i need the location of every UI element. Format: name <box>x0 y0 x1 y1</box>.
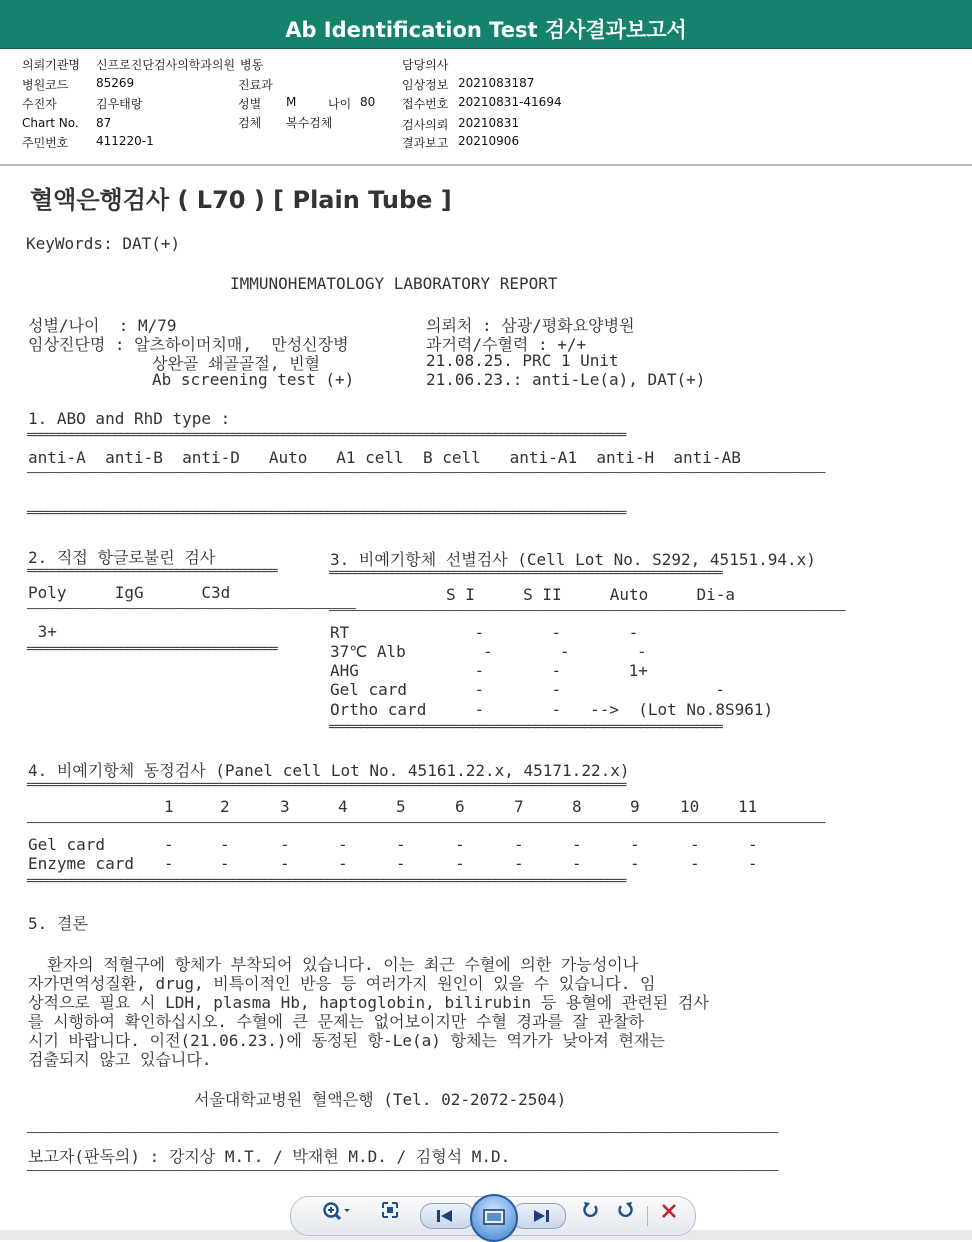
rule-single: ────────────────────────────────────────────────────────────────── <box>329 604 846 619</box>
conclusion-line: 검출되지 않고 있습니다. <box>28 1050 212 1069</box>
panel-cell: - <box>690 835 700 854</box>
panel-col-header: 7 <box>514 797 524 816</box>
doctor-label: 담당의사 <box>402 58 449 72</box>
reporter-line: 보고자(판독의) : 강지상 M.T. / 박재현 M.D. / 김형석 M.D. <box>28 1147 511 1166</box>
panel-col-header: 2 <box>220 797 230 816</box>
ward-label: 병동 <box>240 58 264 72</box>
clinical-value: 2021083187 <box>458 76 535 90</box>
referral-line-2: 과거력/수혈력 : +/+ <box>426 335 587 354</box>
patient-line-2: 임상진단명 : 알츠하이머치매, 만성신장병 <box>28 335 349 354</box>
request-value: 20210831 <box>458 116 520 130</box>
dat-values: 3+ <box>28 622 57 641</box>
conclusion-line: 를 시행하여 확인하십시오. 수혈에 큰 문제는 없어보이지만 수혈 경과를 잘 관찰하 <box>28 1012 645 1031</box>
panel-cell: - <box>572 835 582 854</box>
chart-value: 87 <box>96 116 112 130</box>
conclusion-line: 환자의 적혈구에 항체가 부착되어 있습니다. 이는 최근 수혈에 의한 가능성이나 <box>28 955 639 974</box>
screening-headers: S I S II Auto Di-a <box>446 585 735 604</box>
panel-cell: - <box>748 854 758 873</box>
screening-title: 3. 비예기항체 선별검사 (Cell Lot No. S292, 45151.94.x) <box>330 550 816 569</box>
panel-cell: - <box>630 835 640 854</box>
chart-label: Chart No. <box>22 116 79 130</box>
panel-cell: - <box>164 835 174 854</box>
examinee-label: 수진자 <box>22 97 57 111</box>
requester-value: 신프로진단검사의학과의원 <box>96 58 236 72</box>
rule-double: ════════════════════════════════════════════════════════════════════════════════════════════════ <box>27 428 625 443</box>
referral-line-4: 21.06.23.: anti-Le(a), DAT(+) <box>426 370 706 389</box>
panel-col-header: 3 <box>280 797 290 816</box>
panel-cell: - <box>164 854 174 873</box>
rule-double: ═══════════════════════════════════════════════════════════════ <box>329 720 722 735</box>
panel-cell: - <box>280 835 290 854</box>
conclusion-line: 상적으로 필요 시 LDH, plasma Hb, haptoglobin, bilirubin 등 용혈에 관련된 검사 <box>28 993 709 1012</box>
receipt-label: 접수번호 <box>402 97 449 111</box>
receipt-value: 20210831-41694 <box>458 95 562 109</box>
panel-row-label: Enzyme card <box>28 854 134 873</box>
close-icon[interactable] <box>656 1200 682 1230</box>
panel-col-header: 4 <box>338 797 348 816</box>
hospital-code-label: 병원코드 <box>22 78 69 92</box>
report-date-value: 20210906 <box>458 134 520 148</box>
panel-cell: - <box>630 854 640 873</box>
section-title: 혈액은행검사 ( L70 ) [ Plain Tube ] <box>30 186 452 214</box>
panel-col-header: 1 <box>164 797 174 816</box>
conclusion-line: 자가면역성질환, drug, 비특이적인 반응 등 여러가지 원인이 있을 수 있습니다. 임 <box>28 974 656 993</box>
panel-row-label: Gel card <box>28 835 106 854</box>
requester-label: 의뢰기관명 <box>22 58 80 72</box>
abo-headers: anti-A anti-B anti-D Auto A1 cell B cell anti-A1 anti-H anti-AB <box>28 448 741 467</box>
specimen-label: 검체 <box>238 116 262 130</box>
rule-single: ──────────────────────────────────────────────────────────────────────────────────────────────── <box>27 1126 779 1141</box>
title-bar <box>0 0 972 49</box>
slideshow-button[interactable] <box>470 1194 518 1242</box>
rule-double: ════════════════════════════════════════ <box>27 564 277 579</box>
conclusion-title: 5. 결론 <box>28 914 88 933</box>
report-heading: IMMUNOHEMATOLOGY LABORATORY REPORT <box>230 274 558 293</box>
rule-double: ════════════════════════════════════════ <box>27 642 277 657</box>
conclusion-line: 시기 바랍니다. 이전(21.06.23.)에 동정된 항-Le(a) 항체는 역가가 낮아져 현재는 <box>28 1031 665 1050</box>
examinee-value: 김우태랑 <box>96 97 143 111</box>
panel-col-header: 8 <box>572 797 582 816</box>
rrn-value: 411220-1 <box>96 134 154 148</box>
panel-cell: - <box>514 854 524 873</box>
request-label: 검사의뢰 <box>402 118 449 132</box>
panel-cell: - <box>280 854 290 873</box>
panel-col-header: 10 <box>680 797 700 816</box>
keywords: KeyWords: DAT(+) <box>26 234 181 253</box>
rrn-label: 주민번호 <box>22 136 69 150</box>
identification-title: 4. 비예기항체 동정검사 (Panel cell Lot No. 45161.22.x, 45171.22.x) <box>28 761 630 780</box>
panel-cell: - <box>396 835 406 854</box>
report-date-label: 결과보고 <box>402 136 449 150</box>
rule-double: ════════════════════════════════════════════════════════════════════════════════════════════════ <box>27 874 625 889</box>
lab-contact: 서울대학교병원 혈액은행 (Tel. 02-2072-2504) <box>194 1090 567 1109</box>
abo-title: 1. ABO and RhD type : <box>28 409 231 428</box>
rule-single: ────────────────────────────────────────────────────────────────────────────────────────────────────── <box>27 816 826 831</box>
specimen-value: 복수검체 <box>286 116 333 130</box>
dept-label: 진료과 <box>238 78 273 92</box>
dat-headers: Poly IgG C3d <box>28 583 231 602</box>
rule-double: ════════════════════════════════════════════════════════════════════════════════════════════════ <box>27 778 625 793</box>
last-page-button[interactable] <box>512 1203 566 1229</box>
panel-cell: - <box>220 835 230 854</box>
panel-col-header: 5 <box>396 797 406 816</box>
last-page-icon <box>531 1208 551 1224</box>
panel-cell: - <box>572 854 582 873</box>
screening-row: AHG - - 1+ <box>330 661 648 680</box>
rotate-left-icon[interactable] <box>578 1200 604 1230</box>
panel-cell: - <box>514 835 524 854</box>
referral-line-3: 21.08.25. PRC 1 Unit <box>426 351 619 370</box>
first-page-icon <box>435 1208 455 1224</box>
patient-line-1: 성별/나이 : M/79 <box>28 316 177 335</box>
panel-col-header: 11 <box>738 797 758 816</box>
screening-row: 37℃ Alb - - - <box>330 642 647 661</box>
panel-cell: - <box>748 835 758 854</box>
patient-line-3: 상완골 쇄골골절, 빈혈 <box>152 354 321 373</box>
first-page-button[interactable] <box>420 1203 474 1229</box>
age-value: 80 <box>360 95 376 109</box>
report-title: Ab Identification Test 검사결과보고서 <box>285 18 687 42</box>
panel-col-header: 9 <box>630 797 640 816</box>
rotate-right-icon[interactable] <box>612 1200 638 1230</box>
panel-cell: - <box>338 854 348 873</box>
header-divider <box>0 164 972 166</box>
panel-col-header: 6 <box>455 797 465 816</box>
panel-cell: - <box>690 854 700 873</box>
fit-page-icon[interactable] <box>376 1200 404 1230</box>
toolbar-separator <box>647 1206 648 1226</box>
dat-title: 2. 직접 항글로불린 검사 <box>28 548 216 567</box>
hospital-code-value: 85269 <box>96 76 135 90</box>
patient-line-4: Ab screening test (+) <box>152 370 355 389</box>
sex-label: 성별 <box>238 97 262 111</box>
rule-single: ──────────────────────────────────────────────────────────────────────────────────────────────── <box>27 1164 779 1179</box>
panel-cell: - <box>220 854 230 873</box>
rule-double: ═══════════════════════════════════════════════════════════════ <box>329 566 722 581</box>
screening-row: Gel card - - - <box>330 680 725 699</box>
screening-row: RT - - - <box>330 623 639 642</box>
panel-cell: - <box>455 835 465 854</box>
referral-line-1: 의뢰처 : 삼광/평화요양병원 <box>426 316 635 335</box>
age-label: 나이 <box>328 97 352 111</box>
rule-single: ────────────────────────────────────────────────────────────────────────────────────────────────────── <box>27 466 826 481</box>
panel-cell: - <box>338 835 348 854</box>
screening-row: Ortho card - - --> (Lot No.8S961) <box>330 700 774 719</box>
zoom-in-icon[interactable] <box>318 1200 354 1230</box>
panel-cell: - <box>455 854 465 873</box>
slideshow-icon <box>483 1209 505 1227</box>
rule-double: ════════════════════════════════════════════════════════════════════════════════════════════════ <box>27 506 625 521</box>
rule-single: ────────────────────────────────────────── <box>27 602 356 617</box>
clinical-label: 임상정보 <box>402 78 449 92</box>
panel-cell: - <box>396 854 406 873</box>
sex-value: M <box>286 95 297 109</box>
